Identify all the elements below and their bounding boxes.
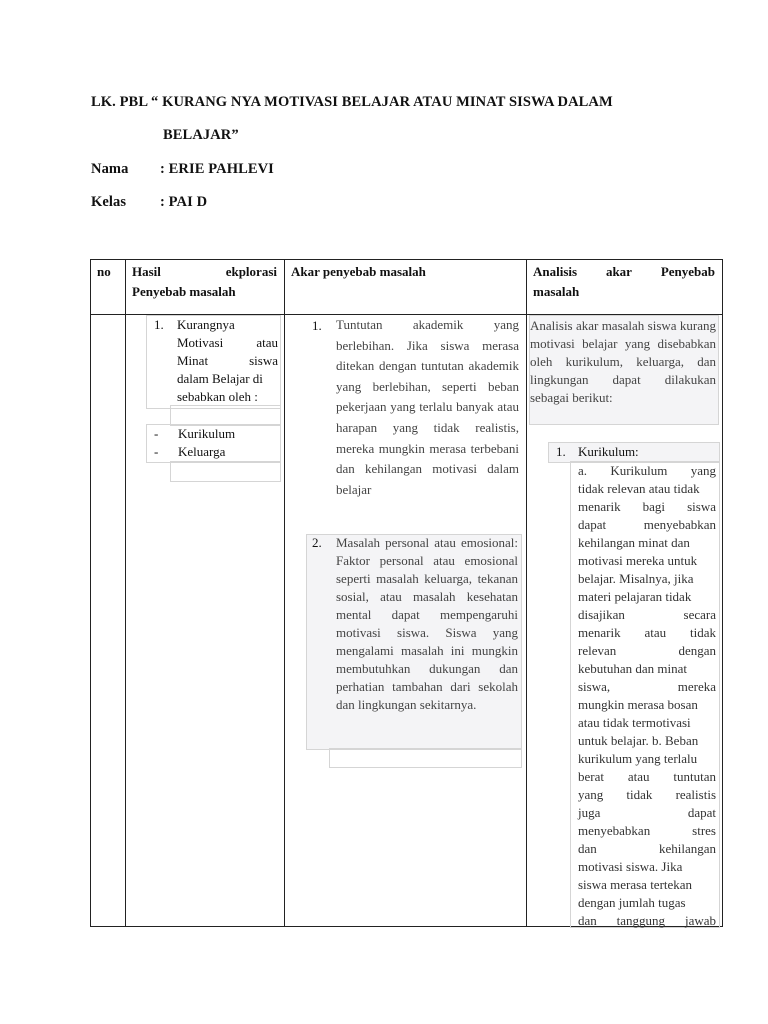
analisis-kurikulum-line-word: tanggung [616,913,666,928]
worksheet-title-line2: BELAJAR” [163,127,239,143]
hasil-item1-line [177,334,278,352]
analisis-kurikulum-line-word: bagi [642,499,666,514]
analisis-kurikulum-line-word: juga [578,805,601,820]
analisis-kurikulum-line [578,714,716,732]
analisis-kurikulum-line [578,840,716,858]
analisis-kurikulum-line-word: tidak [690,625,716,640]
analisis-kurikulum-line-word: kehilangan minat dan [578,535,690,550]
analisis-kurikulum-line [578,534,716,552]
nama-value: : ERIE PAHLEVI [160,161,274,177]
hasil-item1-line-word: Motivasi [177,335,224,350]
table-col-divider-3 [526,259,527,927]
bullet-text: Kurikulum [178,426,236,441]
analisis-kurikulum-line-word: mungkin merasa bosan [578,697,698,712]
akar-item2-text: Masalah personal atau emosional: Faktor personal atau emosional seperti masalah keluarga, tekanan sosial, atau masalah kesehatan mental dapat mempengaruhi motivasi siswa. Siswa yang mengalami masalah ini mungkin membutuhkan dukungan dan perhatian tambahan dari sekolah dan lingkungan sekitarnya. [336,535,518,712]
analisis-kurikulum-line-word: siswa merasa tertekan [578,877,693,892]
analisis-kurikulum-line-word: disajikan [578,607,625,622]
analisis-kurikulum-line-word: stres [692,823,716,838]
worksheet-title-line1: LK. PBL “ KURANG NYA MOTIVASI BELAJAR ATAU MINAT SISWA DALAM [91,94,613,110]
analisis-kurikulum-heading: Kurikulum: [578,444,639,459]
analisis-kurikulum-line [578,858,716,876]
akar-item1-number: 1. [312,318,322,333]
analisis-kurikulum-line-word: menyebabkan [578,823,651,838]
hasil-item1-line-word: Minat [177,353,209,368]
analisis-kurikulum-line-word: kurikulum yang terlalu [578,751,698,766]
col-header-analisis-line2: masalah [533,284,580,299]
analisis-kurikulum-number: 1. [556,444,566,459]
analisis-kurikulum-line-word: secara [683,607,716,622]
hasil-item1-text [177,316,278,406]
hasil-item1-line [177,352,278,370]
akar-list-item-2 [306,534,520,750]
analisis-kurikulum-line [578,552,716,570]
analisis-kurikulum-line [578,894,716,912]
table-border-top [90,259,723,260]
analisis-kurikulum-line-word: menarik [578,499,621,514]
analisis-intro-text: Analisis akar masalah siswa kurang motivasi belajar yang disebabkan oleh kurikulum, keluarga, dan lingkungan dapat dilakukan sebagai berikut: [530,318,716,405]
analisis-kurikulum-line-word: tidak [626,787,653,802]
analisis-kurikulum-line [578,786,716,804]
table-border-right [722,259,723,927]
analisis-kurikulum-line [578,696,716,714]
analisis-kurikulum-line [578,642,716,660]
bullet-dash: - [154,426,159,441]
analisis-kurikulum-line-word: tuntutan [673,769,716,784]
bullet-text: Keluarga [178,444,226,459]
analisis-kurikulum-line [578,588,716,606]
col-header-no: no [97,264,111,279]
analisis-kurikulum-line [578,732,716,750]
analisis-kurikulum-line [578,606,716,624]
hasil-bullet-item [154,443,278,461]
analisis-kurikulum-line [578,570,716,588]
analisis-kurikulum-text [578,462,716,930]
analisis-kurikulum-line-word: tidak relevan atau tidak [578,481,700,496]
hasil-item1-line-word: dalam Belajar di [177,371,263,386]
analisis-kurikulum-line-word: menyebabkan [643,517,716,532]
hasil-item1-line [177,370,278,388]
col-header-analisis-word1: Analisis [533,264,578,279]
col-header-hasil-line2: Penyebab masalah [132,284,236,299]
analisis-kurikulum-line-word: menarik [578,625,621,640]
analisis-kurikulum-line [578,678,716,696]
analisis-kurikulum-line-word: materi pelajaran tidak [578,589,692,604]
analisis-kurikulum-line-word: belajar. Misalnya, jika [578,571,694,586]
hasil-empty-frame [170,405,281,426]
hasil-item1-line [177,388,278,406]
analisis-kurikulum-line [578,498,716,516]
col-header-hasil-word1: Hasil [132,264,161,279]
analisis-kurikulum-line [578,624,716,642]
analisis-kurikulum-line-word: dengan [678,643,716,658]
analisis-kurikulum-line [578,876,716,894]
bullet-dash: - [154,444,159,459]
analisis-kurikulum-line-word: motivasi mereka untuk [578,553,698,568]
col-header-hasil-word2: ekplorasi [225,264,277,279]
kelas-label: Kelas [91,194,127,210]
analisis-kurikulum-line [578,822,716,840]
analisis-kurikulum-line-word: kebutuhan dan minat [578,661,688,676]
analisis-kurikulum-line-word: atau [627,769,650,784]
nama-label: Nama [91,161,129,177]
col-header-akar: Akar penyebab masalah [291,264,426,279]
analisis-kurikulum-line-word: atau [644,625,667,640]
analisis-kurikulum-line [578,750,716,768]
analisis-kurikulum-line-word: dengan jumlah tugas [578,895,686,910]
col-header-analisis-word3: Penyebab [660,264,715,279]
hasil-item1-number: 1. [154,317,164,332]
analisis-kurikulum-line-word: dan [578,913,597,928]
analisis-kurikulum-line-word: mereka [677,679,716,694]
analisis-kurikulum-line-word: yang [578,787,604,802]
analisis-kurikulum-line [578,516,716,534]
akar-empty-frame [329,748,522,768]
table-col-divider-2 [284,259,285,927]
hasil-item1-line-word: atau [256,335,278,350]
table-col-divider-1 [125,259,126,927]
analisis-kurikulum-line-word: untuk belajar. b. Beban [578,733,699,748]
analisis-kurikulum-line-word: a. [578,463,588,478]
analisis-kurikulum-line [578,480,716,498]
analisis-kurikulum-line [578,660,716,678]
analisis-kurikulum-line-word: motivasi siswa. Jika [578,859,683,874]
hasil-empty-frame-2 [170,461,281,482]
akar-item1-text: Tuntutan akademik yang berlebihan. Jika siswa merasa ditekan dengan tuntutan akademik yang berlebihan, seperti beban pekerjaan yang terlalu banyak atau harapan yang tidak realistis, mereka mungkin merasa terbebani dan kehilangan motivasi dalam belajar [336,317,519,497]
analisis-kurikulum-line-word: siswa [687,499,716,514]
analisis-kurikulum-line-word: dan [578,841,597,856]
analisis-kurikulum-line [578,804,716,822]
analisis-kurikulum-line-word: kehilangan [658,841,716,856]
analisis-kurikulum-line [578,462,716,480]
col-header-analisis [533,262,715,302]
analisis-kurikulum-line-word: dapat [578,517,607,532]
hasil-bullet-list [154,425,278,461]
hasil-item1-line-word: Kurangnya [177,317,235,332]
hasil-bullet-item [154,425,278,443]
analisis-kurikulum-line-word: dapat [687,805,716,820]
analisis-kurikulum-line [578,912,716,930]
analisis-kurikulum-line-word: berat [578,769,604,784]
col-header-analisis-word2: akar [605,264,632,279]
analisis-kurikulum-line-word: Kurikulum [610,463,668,478]
hasil-item1-line-word: sebabkan oleh : [177,389,258,404]
akar-item2-number: 2. [312,535,322,550]
analisis-kurikulum-line-word: siswa, [578,679,611,694]
analisis-kurikulum-line-word: yang [690,463,716,478]
col-header-hasil [132,262,277,302]
hasil-item1-line [177,316,278,334]
kelas-value: : PAI D [160,194,208,210]
analisis-kurikulum-line-word: relevan [578,643,617,658]
analisis-kurikulum-line [578,768,716,786]
table-border-left [90,259,91,927]
analisis-kurikulum-line-word: jawab [684,913,716,928]
hasil-item1-line-word: siswa [249,353,278,368]
analisis-kurikulum-line-word: atau tidak termotivasi [578,715,691,730]
analisis-kurikulum-line-word: realistis [675,787,716,802]
